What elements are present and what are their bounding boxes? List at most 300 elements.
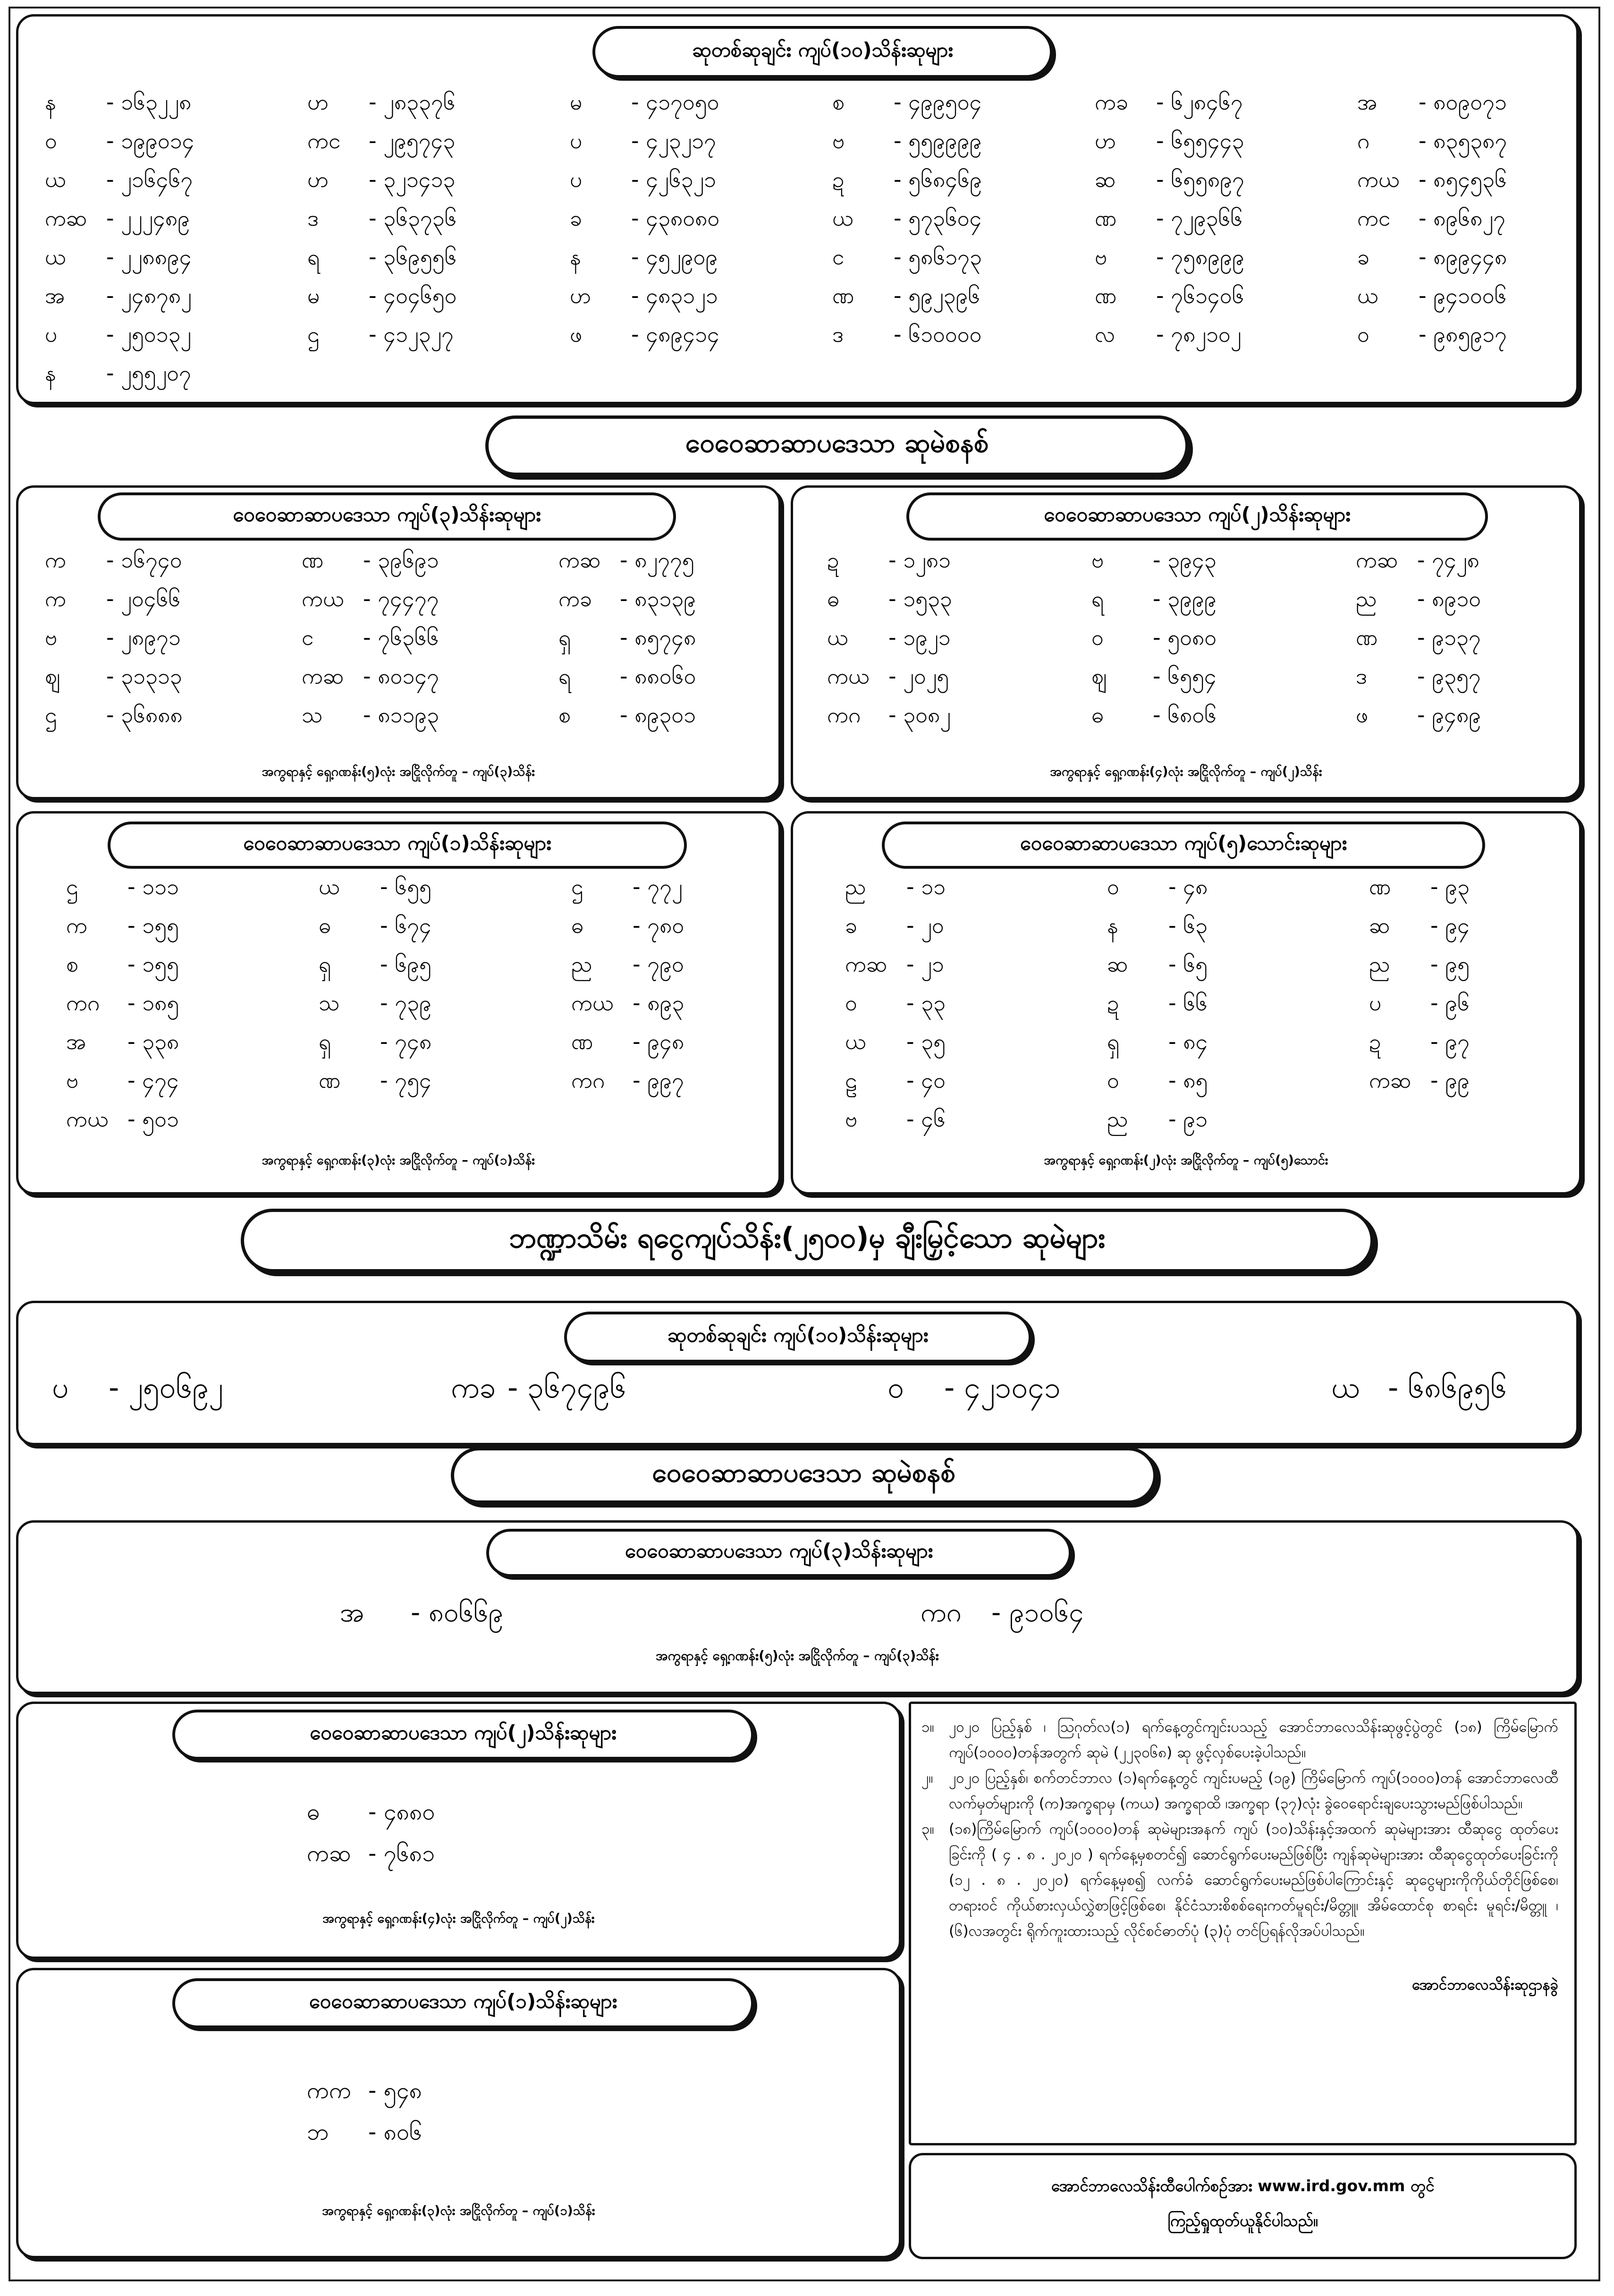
prize-series-letter: ဝ: [845, 990, 857, 1016]
prize-entry: [66, 1106, 319, 1137]
prize-number: - ၁၅၅: [127, 951, 179, 977]
prize-number: - ၈၄: [1168, 1029, 1208, 1054]
prize-number: - ၆၆: [1168, 990, 1208, 1016]
prize-entry: [832, 166, 1095, 198]
prize-entry: [1091, 547, 1356, 578]
prize-entry: [45, 282, 307, 314]
prize-series-letter: ကယ: [66, 1106, 109, 1132]
prize-series-letter: ကဆ: [845, 951, 887, 977]
prize-entry: [1107, 873, 1369, 905]
treasury-3-lakh-title: ဝေဝေဆာဆာပဒေသာ ကျပ်(၃)သိန်းဆုများ: [486, 1529, 1072, 1577]
prize-series-letter: ဝ: [1357, 322, 1369, 347]
prize-entry: [1357, 321, 1614, 353]
prize-row: [845, 1028, 1614, 1060]
prize-number: - ၉၁၃၇: [1417, 625, 1481, 650]
prize-row: [45, 282, 1614, 314]
prize-row: [45, 205, 1614, 237]
prize-number: - ၁၁၁: [127, 874, 179, 899]
prize-2-lakh-rule: အကွရာနှင့် ရှေ့ဂဏန်း(၄)လုံး အငြိုလိုက်တူ – ကျပ်(၂)သိန်း: [1050, 764, 1322, 779]
notice-box: [909, 1702, 1577, 2145]
prize-entry: [1357, 127, 1614, 159]
prize-series-letter: ဒ: [307, 205, 319, 231]
prize-entry: [827, 585, 1091, 617]
prize-number: - ၃၅: [906, 1029, 946, 1054]
prize-series-letter: ကယ: [571, 990, 614, 1016]
prize-series-letter: ပ: [1369, 990, 1382, 1016]
prize-number: - ၇၆၃၆၆: [363, 625, 439, 650]
prize-entry: [832, 205, 1095, 237]
prize-series-letter: ဏ: [832, 283, 854, 308]
banner-wewe-system: ဝေဝေဆာဆာပဒေသာ ဆုမဲစနစ်: [485, 415, 1189, 476]
prize-series-letter: န: [45, 89, 56, 115]
prize-series-letter: န: [45, 360, 56, 386]
prize-entry: [307, 127, 570, 159]
prize-number: - ၃၉၄၃: [1153, 547, 1217, 573]
prize-entry: [45, 547, 302, 578]
prize-series-letter: ခ: [1357, 244, 1369, 270]
prize-entry: [45, 663, 302, 695]
prize-entry: [570, 205, 832, 237]
prize-series-letter: ဖ: [1356, 702, 1369, 728]
prize-series-letter: ဝ: [1107, 874, 1119, 899]
prize-series-letter: ဆ: [1107, 951, 1128, 977]
prize-series-letter: ယ: [845, 1029, 866, 1054]
prize-entry: [45, 127, 307, 159]
prize-entry: [571, 990, 824, 1021]
treasury-2-lakh-title: ဝေဝေဆာဆာပဒေသာ ကျပ်(၂)သိန်းဆုများ: [172, 1710, 754, 1760]
prize-series-letter: ရ: [307, 244, 320, 270]
prize-series-letter: ခ: [570, 205, 582, 231]
prize-row: [45, 585, 815, 617]
prize-number: - ၄၅၂၉၀၉: [631, 244, 718, 270]
prize-series-letter: ဆ: [1095, 167, 1116, 192]
prize-entry: [1357, 282, 1614, 314]
prize-number: - ၃၃၈: [127, 1029, 179, 1054]
prize-number: - ၁၅၃၃: [888, 586, 952, 611]
prize-row: [66, 1106, 319, 1137]
prize-number: - ၇၄၄၇၇: [363, 586, 439, 611]
prize-series-letter: ကဆ: [1369, 1068, 1411, 1093]
prize-series-letter: ကဆ: [307, 1840, 351, 1867]
prize-entry: [1369, 1028, 1614, 1060]
prize-entry: [302, 585, 558, 617]
prize-number: - ၅၀၈၀: [1153, 625, 1217, 650]
prize-series-letter: ည: [1107, 1106, 1128, 1132]
prize-number: - ၈၈၀၆၀: [620, 663, 696, 689]
prize-entry: [845, 873, 1107, 905]
prize-number: - ၆၁၀၀၀၀: [894, 322, 982, 347]
notice-text: ၂၀၂၀ ပြည့်နှစ် ၊ ဩဂုတ်လ(၁) ရက်နေ့တွင်ကျင်းပသည့် အောင်ဘာလေသိန်းဆုဖွင့်ပွဲတွင် (၁၈) ကြိမ်မြောက်ကျပ်(၁၀၀၀)တန်အတွက် ဆုမဲ (၂၂၃၀၆၈) ဆု ဖွင့်လှစ်ပေးခဲ့ပါသည်။: [949, 1719, 1558, 1761]
prize-entry: [1357, 89, 1614, 120]
prize-row: [45, 624, 815, 656]
prize-number: - ၇၆၁၄၀၆: [1156, 283, 1244, 308]
prize-series-letter: ဟ: [1095, 128, 1116, 153]
prize-series-letter: ဆ: [1369, 913, 1390, 938]
prize-entry: [45, 585, 302, 617]
prize-series-letter: ရ: [1091, 586, 1104, 611]
prize-entry: [827, 702, 1091, 733]
prize-number: - ၄၈၉၄၁၄: [631, 322, 719, 347]
prize-row: [845, 912, 1614, 944]
prize-series-letter: က: [45, 586, 67, 611]
prize-number: - ၅၈၆၁၇၃: [894, 244, 982, 270]
prize-entry: [1357, 166, 1614, 198]
prize-series-letter: ဈ: [1091, 663, 1107, 689]
prize-entry: [827, 663, 1091, 695]
prize-series-letter: ဓ: [571, 913, 583, 938]
prize-series-letter: ဌ: [307, 322, 320, 347]
prize-entry: [832, 321, 1095, 353]
prize-series-letter: သ: [302, 702, 323, 728]
prize-series-letter: ရှ: [558, 625, 571, 650]
prize-series-letter: ဓ: [1091, 702, 1104, 728]
prize-series-letter: ပ: [570, 128, 583, 153]
prize-series-letter: လ: [1095, 322, 1115, 347]
prize-number: - ၃၉၉၉: [1153, 586, 1217, 611]
prize-series-letter: ကဆ: [1356, 547, 1398, 573]
prize-number: - ၆၇၄: [380, 913, 431, 938]
prize-series-letter: ဒ: [832, 322, 844, 347]
prize-2-lakh-title: ဝေဝေဆာဆာပဒေသာ ကျပ်(၂)သိန်းဆုများ: [906, 492, 1488, 541]
prize-entry: [558, 585, 815, 617]
prize-number: - ၃၁၃၁၃: [106, 663, 182, 689]
prize-number: - ၉၅: [1430, 951, 1470, 977]
prize-series-letter: ရှ: [1107, 1029, 1120, 1054]
prize-series-letter: ဏ: [1095, 283, 1117, 308]
prize-entry: [340, 1596, 609, 1635]
prize-entry: [45, 244, 307, 275]
prize-entry: [845, 951, 1107, 983]
main-prizes-title: ဆုတစ်ဆုချင်း ကျပ်(၁၀)သိန်းဆုများ: [592, 26, 1053, 78]
prize-entry: [45, 360, 307, 391]
prize-series-letter: ဝ: [887, 1370, 904, 1405]
prize-series-letter: ယ: [827, 625, 848, 650]
prize-row: [827, 585, 1614, 617]
prize-row: [45, 702, 815, 733]
prize-entry: [845, 1106, 1107, 1137]
prize-number: - ၄၀: [906, 1068, 946, 1093]
prize-3-lakh-rule: အကွရာနှင့် ရှေ့ဂဏန်း(၅)လုံး အငြိုလိုက်တူ – ကျပ်(၃)သိန်း: [262, 764, 535, 779]
prize-series-letter: န: [570, 244, 581, 270]
prize-number: - ၂၉၅၇၄၃: [369, 128, 456, 153]
prize-series-letter: ဒ: [1356, 663, 1367, 689]
prize-number: - ၂၅၀၆၉၂: [109, 1370, 223, 1405]
prize-series-letter: ဏ: [319, 1068, 341, 1093]
prize-row: [45, 663, 815, 695]
prize-number: - ၉၄: [1430, 913, 1470, 938]
prize-entry: [1091, 585, 1356, 617]
prize-series-letter: ဗ: [66, 1068, 79, 1093]
prize-entry: [66, 1067, 319, 1099]
prize-number: - ၂၀၄၆၆: [106, 586, 181, 611]
prize-number: - ၉၇: [1430, 1029, 1470, 1054]
prize-series-letter: ဏ: [571, 1029, 593, 1054]
prize-series-letter: ကင: [307, 128, 341, 153]
prize-series-letter: ဍ: [827, 547, 839, 573]
prize-series-letter: ဘ: [307, 2119, 329, 2145]
notice-signature: အောင်ဘာလေသိန်းဆုဌာနခွဲ: [1412, 1976, 1558, 1993]
prize-number: - ၂၅၅၂၀၇: [106, 360, 191, 386]
prize-entry: [887, 1369, 1142, 1412]
prize-1-lakh-title: ဝေဝေဆာဆာပဒေသာ ကျပ်(၁)သိန်းဆုများ: [108, 822, 687, 869]
prize-series-letter: န: [1107, 913, 1118, 938]
prize-entry: [570, 321, 832, 353]
prize-entry: [1369, 873, 1614, 905]
prize-number: - ၁၉၉၀၁၄: [106, 128, 194, 153]
prize-entry: [45, 166, 307, 198]
prize-number: - ၆၂၈၄၆၇: [1156, 89, 1243, 115]
prize-50k-rule: အကွရာနှင့် ရှေ့ဂဏန်း(၂)လုံး အငြိုလိုက်တူ – ကျပ်(၅)သောင်း: [1044, 1153, 1328, 1168]
prize-series-letter: ကဂ: [827, 702, 861, 728]
prize-row: [45, 244, 1614, 275]
prize-entry: [45, 205, 307, 237]
prize-number: - ၂၂၂၄၈၉: [106, 205, 190, 231]
prize-entry: [827, 624, 1091, 656]
prize-entry: [1369, 951, 1614, 983]
prize-series-letter: ကဆ: [302, 663, 344, 689]
prize-series-letter: ဏ: [302, 547, 324, 573]
website-box: [909, 2153, 1577, 2259]
prize-series-letter: င: [302, 625, 314, 650]
prize-entry: [827, 547, 1091, 578]
prize-1-lakh-rule: အကွရာနှင့် ရှေ့ဂဏန်း(၃)လုံး အငြိုလိုက်တူ – ကျပ်(၁)သိန်း: [262, 1153, 535, 1168]
prize-series-letter: ဂ: [1357, 128, 1370, 153]
prize-entry: [558, 547, 815, 578]
prize-entry: [832, 127, 1095, 159]
prize-entry: [558, 663, 815, 695]
prize-entry: [307, 2118, 510, 2151]
prize-number: - ၄၂၃၂၁၇: [631, 128, 716, 153]
prize-series-letter: ဗ: [1091, 547, 1104, 573]
prize-number: - ၉၄၈၉: [1417, 702, 1481, 728]
prize-number: - ၂၂၈၈၉၄: [106, 244, 192, 270]
prize-entry: [832, 282, 1095, 314]
prize-number: - ၇၅၈၉၉၉: [1156, 244, 1244, 270]
website-line: အောင်ဘာလေသိန်းထီပေါက်စဉ်အား www.ird.gov.mm တွင်: [1051, 2177, 1435, 2195]
prize-series-letter: ည: [571, 951, 592, 977]
prize-number: - ၈၃၁၃၉: [620, 586, 696, 611]
prize-entry: [558, 624, 815, 656]
prize-entry: [319, 990, 571, 1021]
prize-number: - ၉၄၁၀၀၆: [1419, 283, 1507, 308]
prize-number: - ၂၈၃၃၇၆: [369, 89, 456, 115]
prize-number: - ၇၈၀: [633, 913, 684, 938]
prize-entry: [570, 282, 832, 314]
prize-entry: [832, 89, 1095, 120]
prize-entry: [570, 89, 832, 120]
prize-entry: [571, 912, 824, 944]
prize-row: [66, 1028, 824, 1060]
prize-number: - ၄၆: [906, 1106, 946, 1132]
prize-number: - ၇၂၉၃၆၆: [1156, 205, 1243, 231]
prize-number: - ၈၀၆: [368, 2119, 422, 2145]
prize-entry: [319, 912, 571, 944]
prize-number: - ၃၂၁၄၁၃: [369, 167, 456, 192]
prize-series-letter: ကက: [307, 2077, 351, 2104]
prize-row: [66, 951, 824, 983]
website-line-2: ကြည့်ရှုထုတ်ယူနိုင်ပါသည်။: [1167, 2211, 1318, 2230]
prize-row: [827, 547, 1614, 578]
prize-series-letter: ကဆ: [558, 547, 601, 573]
prize-entry: [66, 951, 319, 983]
prize-number: - ၇၉၀: [633, 951, 684, 977]
prize-number: - ၉၃၅၇: [1417, 663, 1481, 689]
treasury-3-lakh-rule: အကွရာနှင့် ရှေ့ဂဏန်း(၅)လုံး အငြိုလိုက်တူ – ကျပ်(၃)သိန်း: [656, 1648, 939, 1663]
prize-series-letter: ကခ: [558, 586, 592, 611]
prize-series-letter: ဍ: [1369, 1029, 1381, 1054]
prize-entry: [319, 1028, 571, 1060]
prize-entry: [319, 1067, 571, 1099]
prize-series-letter: ဓ: [319, 913, 331, 938]
prize-series-letter: ယ: [1357, 283, 1378, 308]
prize-entry: [302, 702, 558, 733]
prize-row: [845, 1106, 1369, 1137]
notice-item: ၁။ ၂၀၂၀ ပြည့်နှစ် ၊ ဩဂုတ်လ(၁) ရက်နေ့တွင်ကျင်းပသည့် အောင်ဘာလေသိန်းဆုဖွင့်ပွဲတွင် (၁၈) ကြိမ်မြောက်ကျပ်(၁၀၀၀)တန်အတွက် ဆုမဲ (၂၂၃၀၆၈) ဆု ဖွင့်လှစ်ပေးခဲ့ပါသည်။: [921, 1714, 1558, 1765]
prize-entry: [1356, 547, 1614, 578]
prize-number: - ၈၅: [1168, 1068, 1208, 1093]
prize-series-letter: ည: [1369, 951, 1390, 977]
prize-series-letter: ကခ: [1095, 89, 1128, 115]
prize-entry: [570, 166, 832, 198]
prize-entry: [1107, 990, 1369, 1021]
prize-entry: [1107, 1106, 1369, 1137]
notice-item: ၃။ (၁၈)ကြိမ်မြောက် ကျပ်(၁၀၀၀)တန် ဆုမဲများအနက် ကျပ် (၁၀)သိန်းနှင့်အထက် ဆုမဲများအား ထီဆုငွေ ထုတ်ပေးခြင်းကို ( ၄ . ၈ . ၂၀၂၀ ) ရက်နေ့မှစတင်၍ ဆောင်ရွက်ပေးမည်ဖြစ်ပြီး ကျန်ဆုမဲများအား ထီဆုငွေထုတ်ပေးခြင်းကို (၁၂ . ၈ . ၂၀၂၀) ရက်နေ့မှစ၍ လက်ခံ ဆောင်ရွက်ပေးမည်ဖြစ်ပါကြောင်းနှင့် ဆုငွေများကိုကိုယ်တိုင်ဖြစ်စေ၊ တရားဝင် ကိုယ်စားလှယ်လွှဲစာဖြင့်ဖြစ်စေ၊ နိုင်ငံသားစိစစ်ရေးကတ်မူရင်း/မိတ္တူ၊ အိမ်ထောင်စု စာရင်း မူရင်း/မိတ္တူ ၊ (၆)လအတွင်း ရိုက်ကူးထားသည့် လိုင်စင်ဓာတ်ပုံ (၃)ပုံ တင်ပြရန်လိုအပ်ပါသည်။: [921, 1816, 1558, 1944]
prize-series-letter: ဈ: [45, 663, 60, 689]
prize-number: - ၄၃၈၀၈၀: [631, 205, 720, 231]
prize-entry: [307, 1798, 510, 1831]
prize-number: - ၆၅: [1168, 951, 1208, 977]
prize-number: - ၃၆၈၈၈: [106, 702, 183, 728]
prize-number: - ၈၁၁၉၃: [363, 702, 439, 728]
prize-entry: [1095, 321, 1357, 353]
prize-number: - ၈၉၆၈၂၇: [1419, 205, 1505, 231]
prize-entry: [845, 990, 1107, 1021]
prize-series-letter: ရှ: [319, 951, 331, 977]
prize-entry: [319, 873, 571, 905]
prize-entry: [1357, 244, 1614, 275]
prize-entry: [1107, 951, 1369, 983]
prize-number: - ၁၈၅: [127, 990, 179, 1016]
prize-number: - ၂၄၈၇၈၂: [106, 283, 192, 308]
prize-series-letter: ည: [1356, 586, 1377, 611]
prize-entry: [307, 1839, 510, 1872]
prize-series-letter: ကယ: [302, 586, 344, 611]
prize-series-letter: ဟ: [570, 283, 592, 308]
prize-entry: [1357, 205, 1614, 237]
prize-number: - ၄၂၆၃၂၁: [631, 167, 716, 192]
prize-number: - ၅၅၉၉၉၉: [894, 128, 982, 153]
prize-row: [45, 360, 307, 391]
prize-number: - ၃၆၃၇၃၆: [369, 205, 457, 231]
prize-number: - ၆၈၆၉၅၆: [1388, 1370, 1507, 1405]
prize-entry: [571, 951, 824, 983]
prize-number: - ၆၅၅၄၄၃: [1156, 128, 1244, 153]
prize-series-letter: ယ: [45, 244, 66, 270]
prize-number: - ၅၀၁: [127, 1106, 179, 1132]
prize-entry: [307, 166, 570, 198]
prize-number: - ၈၀၆၆၉: [411, 1597, 503, 1628]
prize-entry: [307, 282, 570, 314]
prize-entry: [832, 244, 1095, 275]
prize-number: - ၃၉၆၉၁: [363, 547, 439, 573]
prize-entry: [845, 912, 1107, 944]
prize-row: [66, 873, 824, 905]
prize-number: - ၂၅၀၁၃၂: [106, 322, 191, 347]
prize-series-letter: ဌ: [45, 702, 57, 728]
prize-number: - ၉၁၀၆၄: [991, 1597, 1084, 1628]
prize-3-lakh-title: ဝေဝေဆာဆာပဒေသာ ကျပ်(၃)သိန်းဆုများ: [98, 492, 676, 541]
prize-series-letter: ဍ: [1107, 990, 1119, 1016]
prize-number: - ၈၉၁၀: [1417, 586, 1481, 611]
prize-entry: [307, 244, 570, 275]
prize-number: - ၁၁: [906, 874, 946, 899]
prize-number: - ၁၉၂၁: [888, 625, 951, 650]
prize-number: - ၄၂၁၀၄၁: [944, 1370, 1061, 1405]
prize-series-letter: ဗ: [45, 625, 58, 650]
prize-entry: [570, 127, 832, 159]
prize-series-letter: ယ: [832, 205, 853, 231]
prize-number: - ၄၉၉၅၀၄: [894, 89, 982, 115]
treasury-1-lakh-title: ဝေဝေဆာဆာပဒေသာ ကျပ်(၁)သိန်းဆုများ: [172, 1978, 754, 2028]
prize-number: - ၂၈၉၇၁: [106, 625, 181, 650]
prize-entry: [1369, 912, 1614, 944]
prize-entry: [1356, 624, 1614, 656]
prize-row: [66, 1067, 824, 1099]
banner-wewe-system-2: ဝေဝေဆာဆာပဒေသာ ဆုမဲစနစ်: [451, 1447, 1157, 1504]
prize-number: - ၆၈၀၆: [1153, 702, 1217, 728]
prize-number: - ၅၄၈: [368, 2077, 422, 2104]
prize-series-letter: ဍ: [832, 167, 845, 192]
prize-row: [45, 127, 1614, 159]
prize-row: [45, 547, 815, 578]
prize-series-letter: စ: [66, 951, 78, 977]
prize-row: [827, 624, 1614, 656]
prize-number: - ၈၀၉၀၇၁: [1419, 89, 1507, 115]
prize-row: [45, 166, 1614, 198]
prize-entry: [1356, 702, 1614, 733]
prize-number: - ၅၇၃၆၀၄: [894, 205, 982, 231]
prize-number: - ၄၀၄၆၅၀: [369, 283, 457, 308]
prize-entry: [1107, 1067, 1369, 1099]
prize-series-letter: အ: [66, 1029, 86, 1054]
prize-row: [827, 663, 1614, 695]
prize-entry: [66, 1028, 319, 1060]
prize-series-letter: ဠ: [845, 1068, 858, 1093]
prize-entry: [45, 702, 302, 733]
prize-series-letter: ကယ: [1357, 167, 1400, 192]
prize-number: - ၄၈: [1168, 874, 1208, 899]
prize-number: - ၅၉၂၃၉၆: [894, 283, 980, 308]
prize-number: - ၇၄၈: [380, 1029, 432, 1054]
prize-series-letter: ဝ: [1091, 625, 1104, 650]
prize-entry: [845, 1067, 1107, 1099]
prize-number: - ၈၅၇၄၈: [620, 625, 696, 650]
prize-series-letter: ကခ: [451, 1370, 496, 1405]
prize-entry: [1369, 1067, 1614, 1099]
prize-number: - ၅၆၈၄၆၉: [894, 167, 982, 192]
prize-series-letter: ဏ: [1356, 625, 1378, 650]
prize-number: - ၇၈၂၁၀၂: [1156, 322, 1242, 347]
prize-series-letter: ရှ: [319, 1029, 331, 1054]
prize-series-letter: ဏ: [1369, 874, 1391, 899]
prize-entry: [570, 244, 832, 275]
prize-number: - ၁၂၈၁: [888, 547, 951, 573]
prize-number: - ၃၆၉၅၅၆: [369, 244, 457, 270]
prize-number: - ၈၉၃၀၁: [620, 702, 696, 728]
prize-series-letter: ဌ: [571, 874, 583, 899]
prize-series-letter: ဟ: [307, 89, 329, 115]
prize-series-letter: ရ: [558, 663, 571, 689]
